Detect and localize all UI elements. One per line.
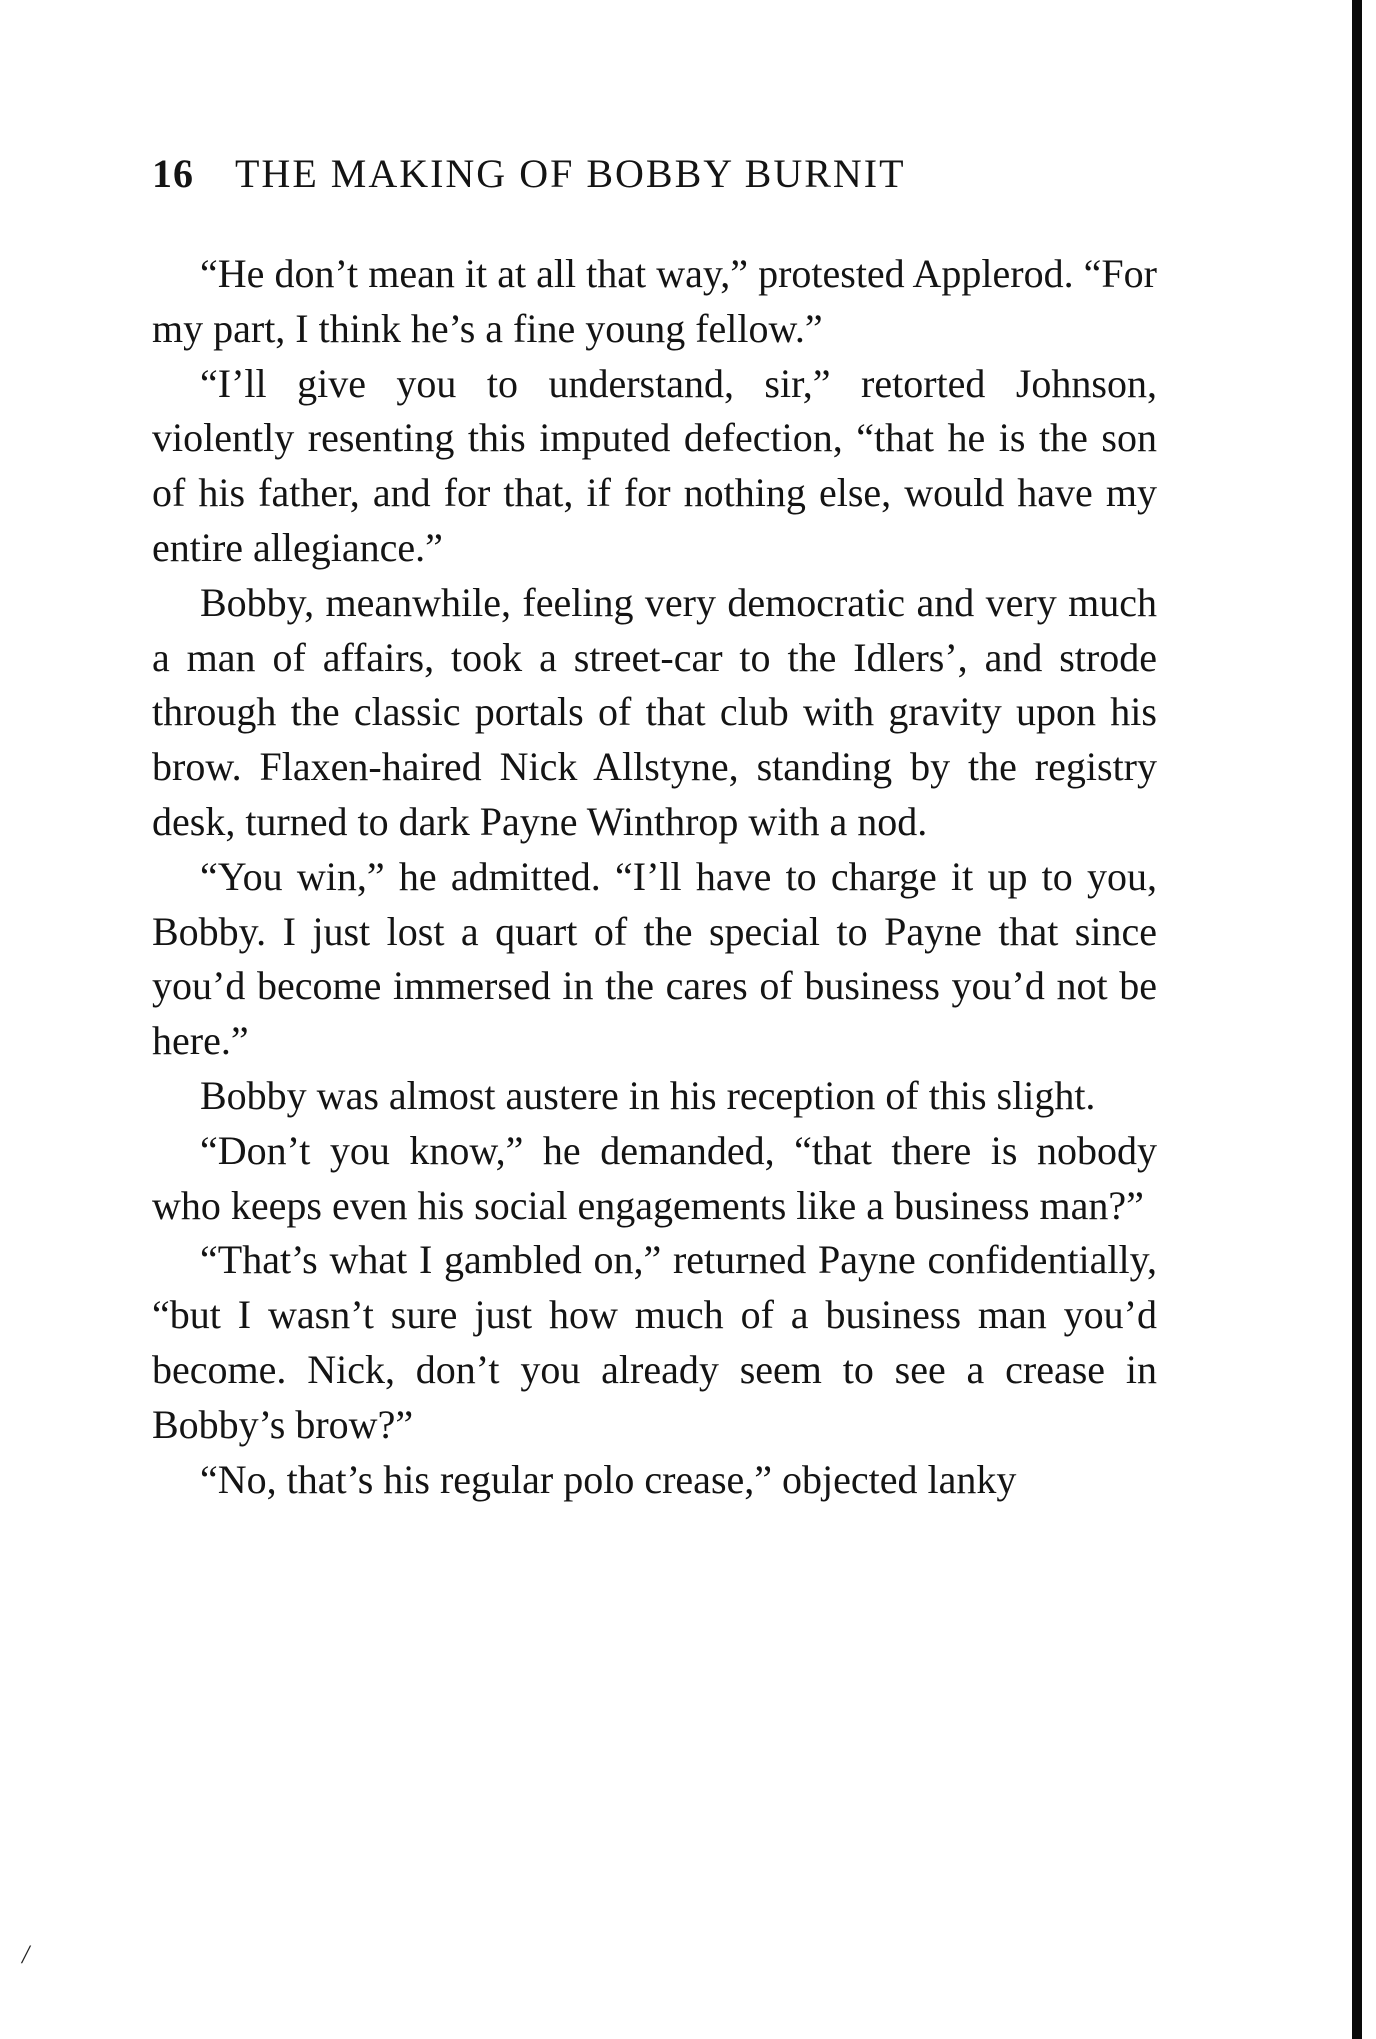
page-edge-border: [1352, 0, 1362, 2039]
paragraph: “No, that’s his regular polo crease,” objected lanky: [200, 1456, 1017, 1502]
paragraph: “Don’t you know,” he demanded, “that there is nobody who keeps even his social engagements like a business man?”: [152, 1127, 1157, 1228]
paragraph: Bobby, meanwhile, feeling very democratic and very much a man of affairs, took a street-car to the Idlers’, and strode through the classic portals of that club with gravity upon his brow. Flaxen-haired Nick Allstyne, standing by the registry desk, turned to dark Payne Winthrop with a nod.: [152, 579, 1157, 844]
paragraph: “He don’t mean it at all that way,” protested Applerod. “For my part, I think he’s a fine young fellow.”: [152, 251, 1157, 351]
page-header: [152, 150, 1152, 210]
body-text: [152, 247, 1157, 1507]
paragraph: “That’s what I gambled on,” returned Payne confidentially, “but I wasn’t sure just how much of a business man you’d become. Nick, don’t you already seem to see a crease in Bobby’s brow?”: [152, 1237, 1157, 1447]
paragraph: Bobby was almost austere in his reception of this slight.: [200, 1072, 1096, 1118]
paragraph: “I’ll give you to understand, sir,” retorted Johnson, violently resenting this imputed defection, “that he is the son of his father, and for that, if for nothing else, would have my entire allegiance.”: [152, 360, 1157, 570]
running-title: THE MAKING OF BOBBY BURNIT: [235, 151, 906, 196]
paragraph: “You win,” he admitted. “I’ll have to charge it up to you, Bobby. I just lost a quart of the special to Payne that since you’d become immersed in the cares of business you’d not be here.”: [152, 853, 1157, 1064]
margin-mark: /: [22, 1940, 30, 1969]
page-number: 16: [152, 151, 194, 196]
